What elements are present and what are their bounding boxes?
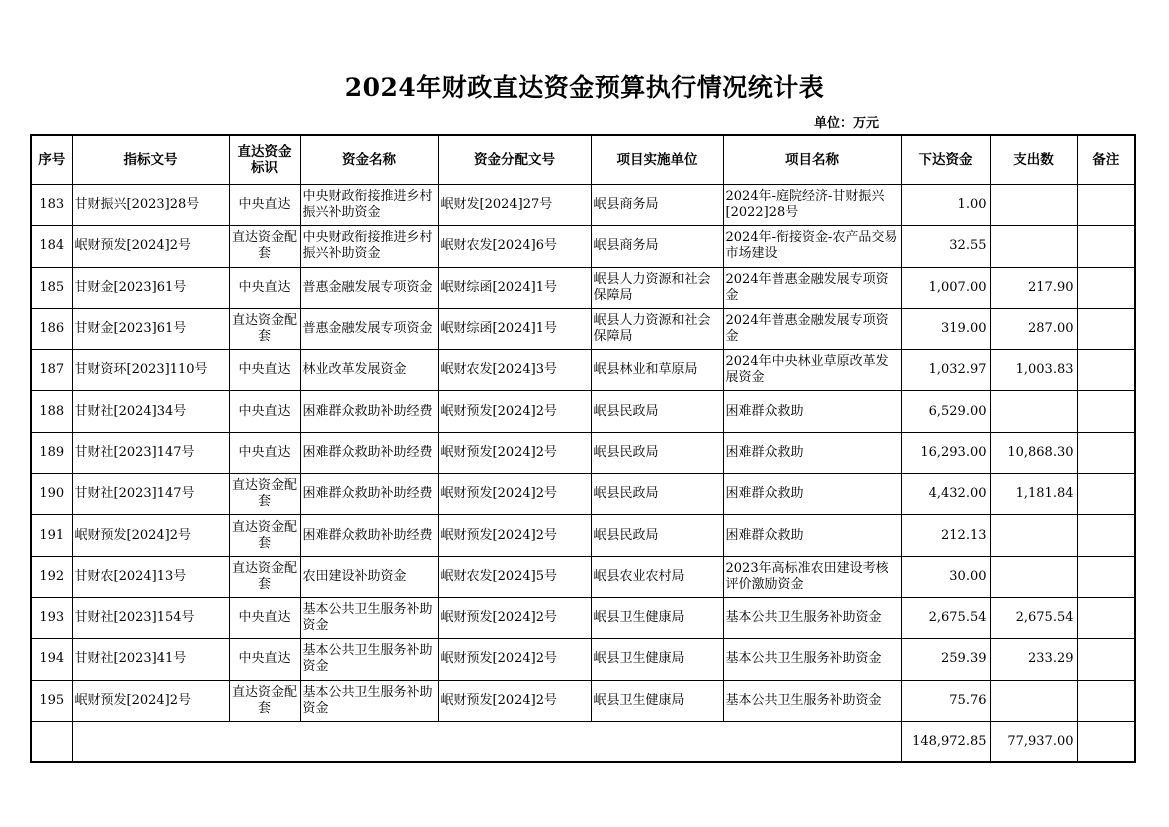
cell-seq: 191 — [31, 515, 72, 556]
cell-issued: 2,675.54 — [901, 597, 990, 638]
cell-project: 2024年普惠金融发展专项资金 — [723, 267, 901, 308]
cell-issued: 6,529.00 — [901, 391, 990, 432]
header-alloc-doc: 资金分配文号 — [438, 135, 591, 185]
total-label-cell — [72, 721, 901, 762]
table-row — [31, 556, 1135, 597]
table-row — [31, 391, 1135, 432]
header-unit: 项目实施单位 — [591, 135, 723, 185]
cell-project: 困难群众救助 — [723, 474, 901, 515]
cell-doc: 甘财社[2023]147号 — [72, 474, 229, 515]
cell-project: 2024年-衔接资金-农产品交易市场建设 — [723, 226, 901, 267]
cell-alloc-doc: 岷财预发[2024]2号 — [438, 391, 591, 432]
header-project: 项目名称 — [723, 135, 901, 185]
table-row — [31, 185, 1135, 226]
cell-flag: 中央直达 — [229, 391, 300, 432]
cell-flag: 直达资金配套 — [229, 226, 300, 267]
cell-doc: 岷财预发[2024]2号 — [72, 680, 229, 721]
cell-spent: 217.90 — [990, 267, 1077, 308]
cell-fund-name: 困难群众救助补助经费 — [300, 391, 438, 432]
cell-alloc-doc: 岷财预发[2024]2号 — [438, 474, 591, 515]
cell-spent — [990, 515, 1077, 556]
cell-project: 困难群众救助 — [723, 515, 901, 556]
cell-spent: 1,003.83 — [990, 350, 1077, 391]
cell-unit: 岷县卫生健康局 — [591, 639, 723, 680]
cell-remark — [1077, 308, 1135, 349]
table-body — [31, 185, 1135, 763]
cell-alloc-doc: 岷财预发[2024]2号 — [438, 680, 591, 721]
cell-doc: 岷财预发[2024]2号 — [72, 515, 229, 556]
header-flag-line2: 标识 — [251, 160, 278, 176]
cell-doc: 甘财资环[2023]110号 — [72, 350, 229, 391]
cell-seq: 190 — [31, 474, 72, 515]
cell-alloc-doc: 岷财预发[2024]2号 — [438, 432, 591, 473]
cell-project: 2024年-庭院经济-甘财振兴[2022]28号 — [723, 185, 901, 226]
cell-fund-name: 农田建设补助资金 — [300, 556, 438, 597]
cell-spent: 233.29 — [990, 639, 1077, 680]
cell-spent — [990, 226, 1077, 267]
header-doc: 指标文号 — [72, 135, 229, 185]
cell-fund-name: 中央财政衔接推进乡村振兴补助资金 — [300, 226, 438, 267]
cell-seq: 195 — [31, 680, 72, 721]
cell-flag: 直达资金配套 — [229, 515, 300, 556]
total-empty-seq — [31, 721, 72, 762]
cell-seq: 194 — [31, 639, 72, 680]
cell-doc: 甘财振兴[2023]28号 — [72, 185, 229, 226]
cell-alloc-doc: 岷财发[2024]27号 — [438, 185, 591, 226]
cell-remark — [1077, 267, 1135, 308]
cell-flag: 直达资金配套 — [229, 474, 300, 515]
cell-project: 困难群众救助 — [723, 391, 901, 432]
cell-unit: 岷县商务局 — [591, 185, 723, 226]
cell-flag: 直达资金配套 — [229, 556, 300, 597]
cell-project: 2024年中央林业草原改革发展资金 — [723, 350, 901, 391]
cell-alloc-doc: 岷财综函[2024]1号 — [438, 267, 591, 308]
cell-issued: 1,032.97 — [901, 350, 990, 391]
cell-doc: 甘财社[2023]154号 — [72, 597, 229, 638]
cell-seq: 188 — [31, 391, 72, 432]
cell-unit: 岷县民政局 — [591, 391, 723, 432]
total-remark — [1077, 721, 1135, 762]
cell-project: 基本公共卫生服务补助资金 — [723, 680, 901, 721]
cell-seq: 184 — [31, 226, 72, 267]
cell-alloc-doc: 岷财农发[2024]5号 — [438, 556, 591, 597]
cell-seq: 186 — [31, 308, 72, 349]
cell-spent — [990, 556, 1077, 597]
cell-spent — [990, 391, 1077, 432]
cell-spent: 1,181.84 — [990, 474, 1077, 515]
table-row — [31, 474, 1135, 515]
cell-unit: 岷县商务局 — [591, 226, 723, 267]
cell-seq: 193 — [31, 597, 72, 638]
table-row — [31, 226, 1135, 267]
cell-remark — [1077, 515, 1135, 556]
cell-seq: 187 — [31, 350, 72, 391]
cell-flag: 直达资金配套 — [229, 308, 300, 349]
cell-seq: 183 — [31, 185, 72, 226]
table-row — [31, 350, 1135, 391]
cell-unit: 岷县民政局 — [591, 432, 723, 473]
cell-issued: 1,007.00 — [901, 267, 990, 308]
cell-alloc-doc: 岷财预发[2024]2号 — [438, 515, 591, 556]
cell-remark — [1077, 680, 1135, 721]
table-row — [31, 515, 1135, 556]
total-issued: 148,972.85 — [901, 721, 990, 762]
cell-doc: 甘财社[2024]34号 — [72, 391, 229, 432]
cell-alloc-doc: 岷财预发[2024]2号 — [438, 639, 591, 680]
table-row — [31, 267, 1135, 308]
cell-spent — [990, 185, 1077, 226]
cell-alloc-doc: 岷财农发[2024]6号 — [438, 226, 591, 267]
cell-spent: 2,675.54 — [990, 597, 1077, 638]
cell-remark — [1077, 474, 1135, 515]
cell-seq: 192 — [31, 556, 72, 597]
table-row — [31, 432, 1135, 473]
cell-remark — [1077, 185, 1135, 226]
cell-flag: 中央直达 — [229, 639, 300, 680]
cell-flag: 中央直达 — [229, 350, 300, 391]
total-row — [31, 721, 1135, 762]
header-seq: 序号 — [31, 135, 72, 185]
cell-unit: 岷县民政局 — [591, 515, 723, 556]
cell-remark — [1077, 226, 1135, 267]
cell-fund-name: 普惠金融发展专项资金 — [300, 267, 438, 308]
cell-alloc-doc: 岷财农发[2024]3号 — [438, 350, 591, 391]
cell-spent — [990, 680, 1077, 721]
cell-project: 基本公共卫生服务补助资金 — [723, 639, 901, 680]
cell-fund-name: 基本公共卫生服务补助资金 — [300, 680, 438, 721]
cell-doc: 岷财预发[2024]2号 — [72, 226, 229, 267]
cell-remark — [1077, 556, 1135, 597]
cell-fund-name: 困难群众救助补助经费 — [300, 432, 438, 473]
cell-fund-name: 中央财政衔接推进乡村振兴补助资金 — [300, 185, 438, 226]
cell-project: 困难群众救助 — [723, 432, 901, 473]
cell-issued: 16,293.00 — [901, 432, 990, 473]
cell-spent: 10,868.30 — [990, 432, 1077, 473]
cell-flag: 中央直达 — [229, 597, 300, 638]
cell-seq: 189 — [31, 432, 72, 473]
cell-doc: 甘财社[2023]147号 — [72, 432, 229, 473]
cell-spent: 287.00 — [990, 308, 1077, 349]
cell-alloc-doc: 岷财预发[2024]2号 — [438, 597, 591, 638]
cell-unit: 岷县农业农村局 — [591, 556, 723, 597]
cell-doc: 甘财社[2023]41号 — [72, 639, 229, 680]
table-row — [31, 308, 1135, 349]
cell-doc: 甘财农[2024]13号 — [72, 556, 229, 597]
cell-fund-name: 困难群众救助补助经费 — [300, 474, 438, 515]
cell-project: 基本公共卫生服务补助资金 — [723, 597, 901, 638]
header-issued: 下达资金 — [901, 135, 990, 185]
cell-remark — [1077, 597, 1135, 638]
header-fund-name: 资金名称 — [300, 135, 438, 185]
cell-issued: 212.13 — [901, 515, 990, 556]
cell-flag: 中央直达 — [229, 267, 300, 308]
cell-fund-name: 基本公共卫生服务补助资金 — [300, 639, 438, 680]
header-flag — [229, 135, 300, 185]
cell-alloc-doc: 岷财综函[2024]1号 — [438, 308, 591, 349]
cell-unit: 岷县卫生健康局 — [591, 597, 723, 638]
unit-label: 单位：万元 — [814, 116, 880, 131]
page-title: 2024年财政直达资金预算执行情况统计表 — [344, 73, 825, 102]
table-row — [31, 597, 1135, 638]
cell-remark — [1077, 432, 1135, 473]
header-flag-line1: 直达资金 — [237, 144, 292, 160]
cell-unit: 岷县人力资源和社会保障局 — [591, 267, 723, 308]
cell-issued: 30.00 — [901, 556, 990, 597]
cell-issued: 1.00 — [901, 185, 990, 226]
cell-remark — [1077, 350, 1135, 391]
cell-remark — [1077, 391, 1135, 432]
cell-unit: 岷县卫生健康局 — [591, 680, 723, 721]
cell-remark — [1077, 639, 1135, 680]
cell-doc: 甘财金[2023]61号 — [72, 267, 229, 308]
cell-flag: 中央直达 — [229, 432, 300, 473]
cell-issued: 4,432.00 — [901, 474, 990, 515]
cell-flag: 中央直达 — [229, 185, 300, 226]
cell-issued: 32.55 — [901, 226, 990, 267]
cell-unit: 岷县民政局 — [591, 474, 723, 515]
cell-issued: 259.39 — [901, 639, 990, 680]
cell-unit: 岷县林业和草原局 — [591, 350, 723, 391]
cell-flag: 直达资金配套 — [229, 680, 300, 721]
cell-unit: 岷县人力资源和社会保障局 — [591, 308, 723, 349]
cell-project: 2023年高标准农田建设考核评价激励资金 — [723, 556, 901, 597]
cell-issued: 75.76 — [901, 680, 990, 721]
header-spent: 支出数 — [990, 135, 1077, 185]
cell-fund-name: 基本公共卫生服务补助资金 — [300, 597, 438, 638]
header-remark: 备注 — [1077, 135, 1135, 185]
cell-issued: 319.00 — [901, 308, 990, 349]
cell-fund-name: 普惠金融发展专项资金 — [300, 308, 438, 349]
cell-fund-name: 困难群众救助补助经费 — [300, 515, 438, 556]
table-header-row — [31, 135, 1135, 185]
table-row — [31, 680, 1135, 721]
budget-table — [30, 134, 1136, 763]
total-spent: 77,937.00 — [990, 721, 1077, 762]
table-row — [31, 639, 1135, 680]
cell-fund-name: 林业改革发展资金 — [300, 350, 438, 391]
cell-doc: 甘财金[2023]61号 — [72, 308, 229, 349]
cell-seq: 185 — [31, 267, 72, 308]
cell-project: 2024年普惠金融发展专项资金 — [723, 308, 901, 349]
